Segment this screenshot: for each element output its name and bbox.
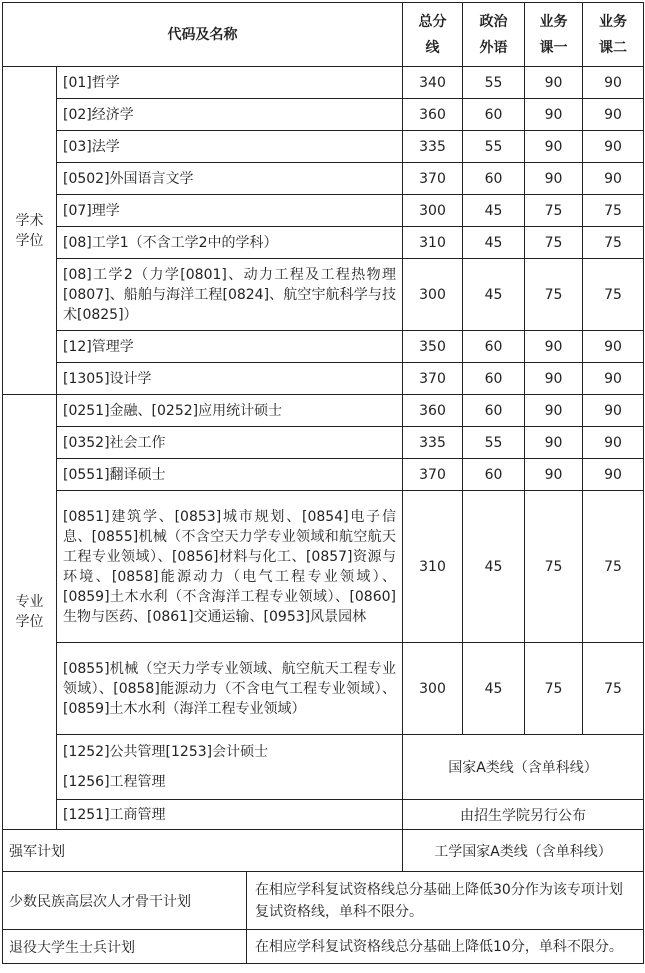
table-row: [3, 800, 644, 830]
course1-score: 90: [525, 331, 583, 363]
program-name: [03]法学: [57, 131, 403, 163]
program-name: [0855]机械（空天力学专业领域、航空航天工程专业领域）、[0858]能源动力（不含电气工程专业领域）、[0859]土木水利（海洋工程专业领域）: [57, 643, 403, 735]
plan-row: [3, 872, 644, 930]
table-row: [3, 427, 644, 459]
table-row: [3, 131, 644, 163]
total-score: 310: [403, 227, 463, 259]
course1-score: 75: [525, 259, 583, 331]
plan-row: [3, 930, 644, 964]
table-row: [3, 227, 644, 259]
header-name: 代码及名称: [3, 3, 403, 67]
politics-score: 55: [463, 67, 525, 99]
program-name: [08]工学1（不含工学2中的学科）: [57, 227, 403, 259]
course2-score: 75: [583, 195, 644, 227]
course1-score: 90: [525, 459, 583, 491]
program-name: [0851]建筑学、[0853]城市规划、[0854]电子信息、[0855]机械（不含空天力学专业领域和航空航天工程专业领域）、[0856]材料与化工、[0857]资源与环境、[0858]能源动力（电气工程专业领域）、[0859]土木水利（不含海洋工程专业领域）、[0860]生物与医药、[0861]交通运输、[0953]风景园林: [57, 491, 403, 643]
program-name: [1251]工商管理: [57, 800, 403, 830]
course2-score: 90: [583, 131, 644, 163]
program-name: [1305]设计学: [57, 363, 403, 395]
politics-score: 45: [463, 643, 525, 735]
course1-score: 75: [525, 491, 583, 643]
politics-score: 60: [463, 459, 525, 491]
header-course1: 业务 课一: [525, 3, 583, 67]
program-name: [0251]金融、[0252]应用统计硕士: [57, 395, 403, 427]
program-name: [1252]公共管理[1253]会计硕士 [1256]工程管理: [57, 735, 403, 800]
program-name: [12]管理学: [57, 331, 403, 363]
program-name: [0352]社会工作: [57, 427, 403, 459]
politics-score: 45: [463, 259, 525, 331]
course1-score: 90: [525, 67, 583, 99]
course2-score: 90: [583, 363, 644, 395]
politics-score: 60: [463, 163, 525, 195]
course1-score: 90: [525, 427, 583, 459]
plan-name: 退役大学生士兵计划: [3, 930, 247, 964]
total-score: 370: [403, 459, 463, 491]
course1-score: 75: [525, 643, 583, 735]
course2-score: 75: [583, 491, 644, 643]
total-score: 360: [403, 99, 463, 131]
total-score: 300: [403, 643, 463, 735]
header-course2: 业务 课二: [583, 3, 644, 67]
course2-score: 90: [583, 331, 644, 363]
politics-score: 60: [463, 331, 525, 363]
total-score: 350: [403, 331, 463, 363]
course2-score: 75: [583, 227, 644, 259]
course1-score: 90: [525, 363, 583, 395]
program-name: [01]哲学: [57, 67, 403, 99]
politics-score: 60: [463, 363, 525, 395]
total-score: 300: [403, 259, 463, 331]
score-table: [2, 2, 644, 830]
program-name: [08]工学2（力学[0801]、动力工程及工程热物理[0807]、船舶与海洋工程[0824]、航空宇航科学与技术[0825]）: [57, 259, 403, 331]
table-row: [3, 459, 644, 491]
course1-score: 90: [525, 99, 583, 131]
table-row: [3, 331, 644, 363]
politics-score: 45: [463, 195, 525, 227]
category-professional: 专业 学位: [3, 395, 57, 830]
course2-score: 90: [583, 99, 644, 131]
table-row: [3, 195, 644, 227]
course1-score: 75: [525, 227, 583, 259]
plan-note: 工学国家A类线（含单科线）: [403, 830, 644, 872]
program-name: [07]理学: [57, 195, 403, 227]
program-name: [02]经济学: [57, 99, 403, 131]
course2-score: 90: [583, 427, 644, 459]
total-score: 360: [403, 395, 463, 427]
table-row: [3, 67, 644, 99]
total-score: 340: [403, 67, 463, 99]
total-score: 370: [403, 363, 463, 395]
plan-note: 在相应学科复试资格线总分基础上降低30分作为该专项计划复试资格线，单科不限分。: [247, 872, 644, 930]
course2-score: 90: [583, 459, 644, 491]
table-row: [3, 735, 644, 800]
plan-name: 强军计划: [3, 830, 403, 872]
category-academic: 学术 学位: [3, 67, 57, 395]
course2-score: 90: [583, 163, 644, 195]
plan-name: 少数民族高层次人才骨干计划: [3, 872, 247, 930]
score-note: 由招生学院另行公布: [403, 800, 644, 830]
plan-row: [3, 830, 644, 872]
score-note: 国家A类线（含单科线）: [403, 735, 644, 800]
course2-score: 90: [583, 67, 644, 99]
course2-score: 75: [583, 643, 644, 735]
total-score: 370: [403, 163, 463, 195]
course1-score: 75: [525, 195, 583, 227]
program-name: [0502]外国语言文学: [57, 163, 403, 195]
course1-score: 90: [525, 395, 583, 427]
table-row: [3, 163, 644, 195]
course2-score: 75: [583, 259, 644, 331]
plan-note: 在相应学科复试资格线总分基础上降低10分，单科不限分。: [247, 930, 644, 964]
politics-score: 60: [463, 395, 525, 427]
politics-score: 55: [463, 131, 525, 163]
politics-score: 55: [463, 427, 525, 459]
table-row: [3, 259, 644, 331]
table-row: [3, 491, 644, 643]
table-row: [3, 99, 644, 131]
plans-table: [2, 829, 644, 964]
table-row: [3, 363, 644, 395]
course2-score: 90: [583, 395, 644, 427]
course1-score: 90: [525, 163, 583, 195]
total-score: 300: [403, 195, 463, 227]
total-score: 335: [403, 131, 463, 163]
total-score: 335: [403, 427, 463, 459]
table-row: [3, 643, 644, 735]
header-total: 总分 线: [403, 3, 463, 67]
politics-score: 45: [463, 227, 525, 259]
politics-score: 60: [463, 99, 525, 131]
header-politics: 政治 外语: [463, 3, 525, 67]
table-row: [3, 395, 644, 427]
program-name: [0551]翻译硕士: [57, 459, 403, 491]
politics-score: 45: [463, 491, 525, 643]
course1-score: 90: [525, 131, 583, 163]
total-score: 310: [403, 491, 463, 643]
header-row: [3, 3, 644, 67]
